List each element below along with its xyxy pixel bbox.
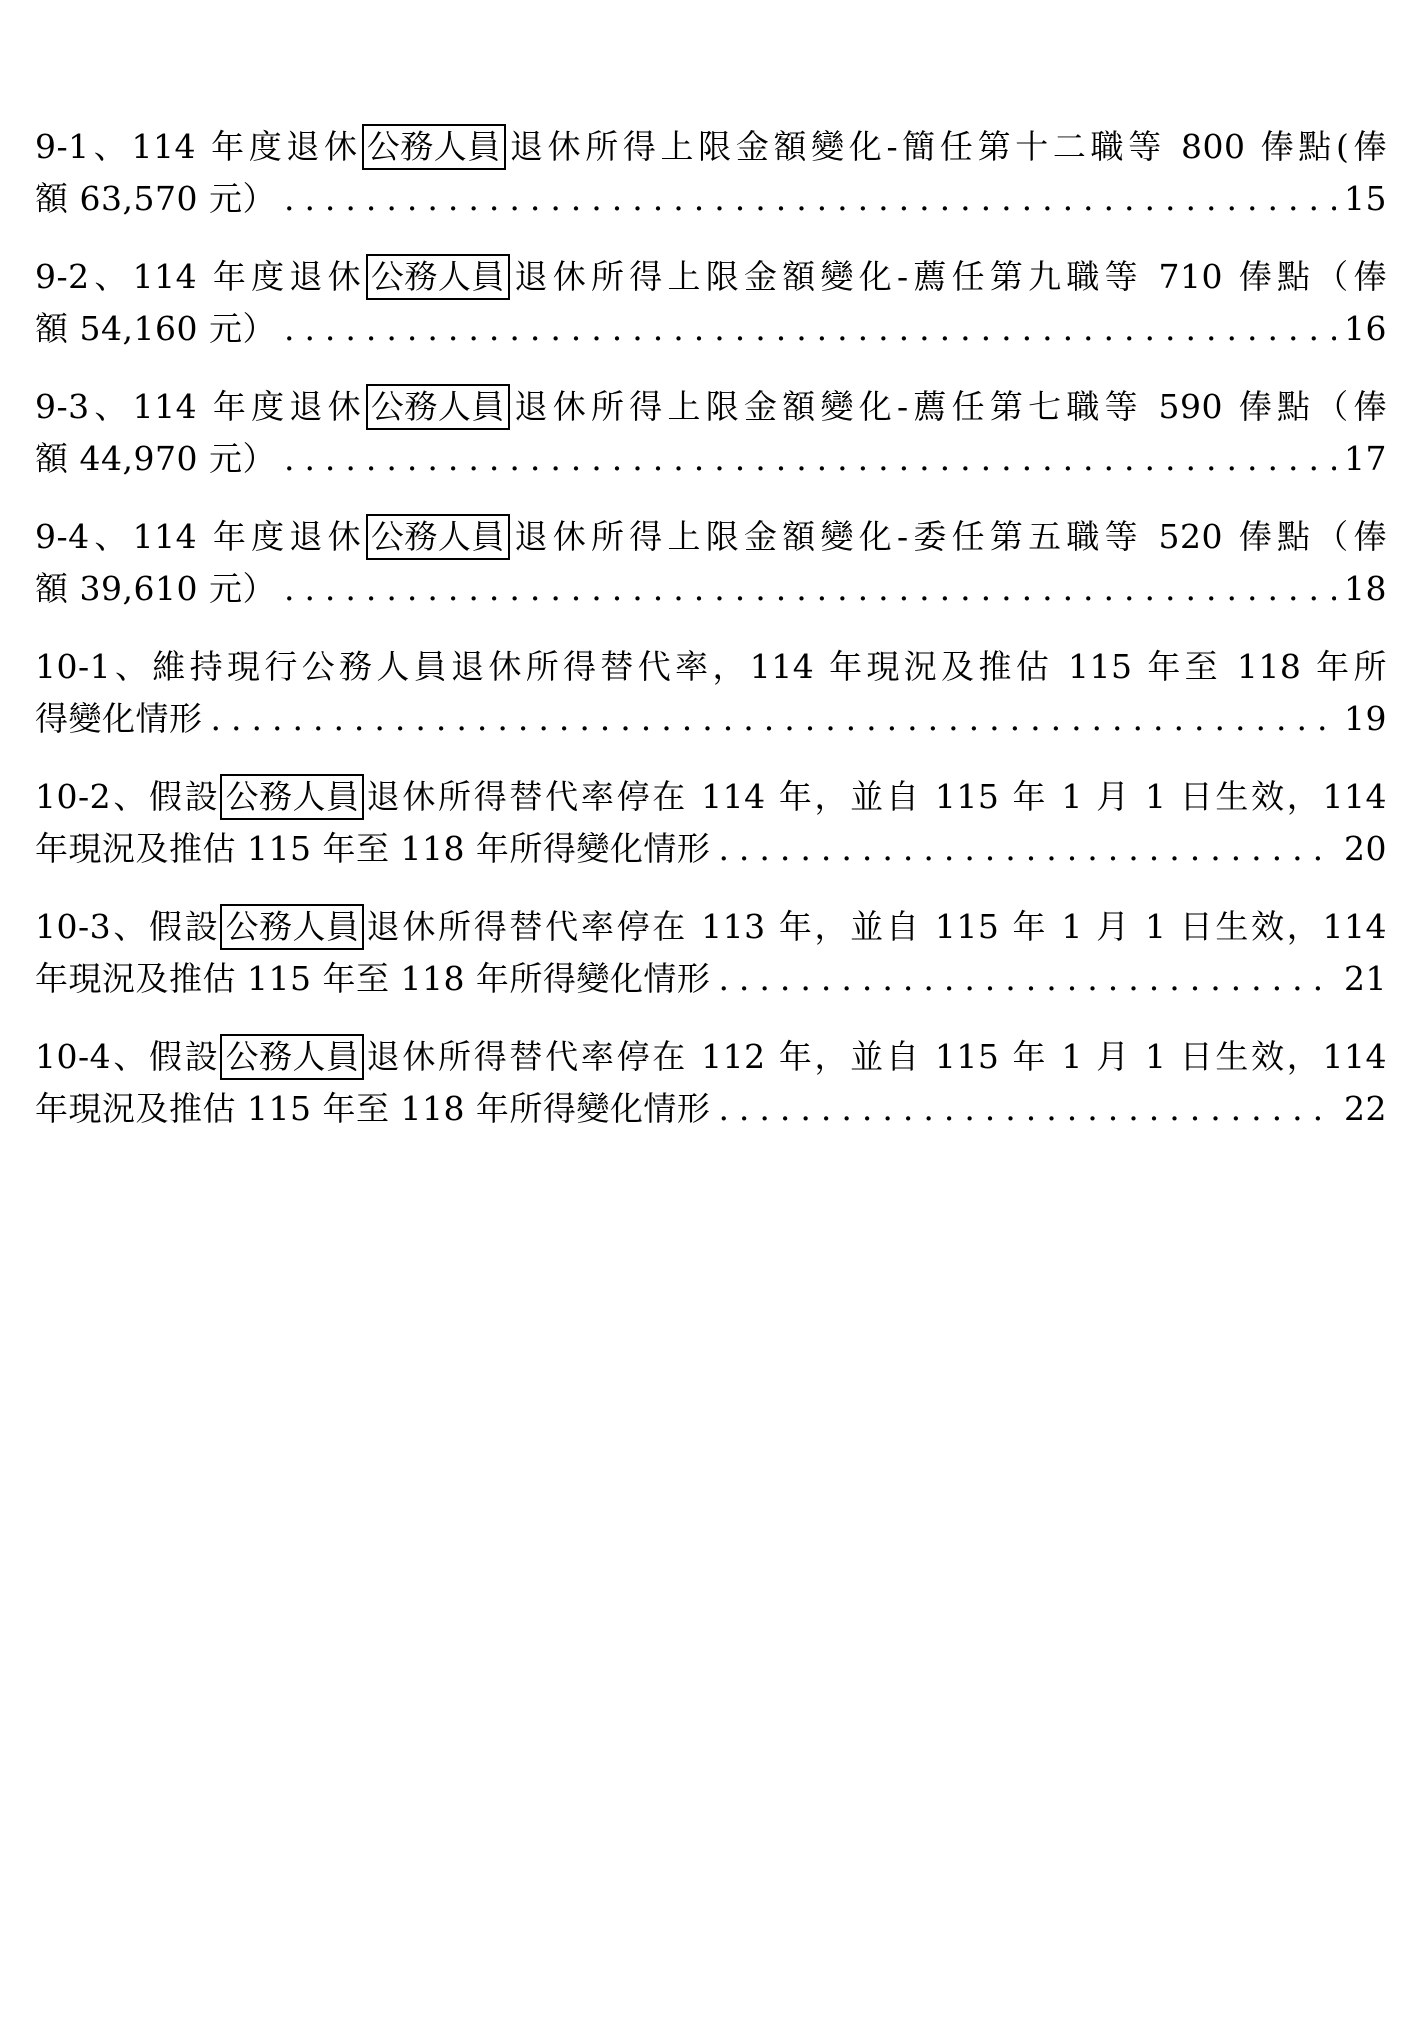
toc-entry-10-1[interactable]	[35, 642, 1387, 744]
title-suffix: 退休所得替代率停在 113 年，並自 115 年 1 月 1 日生效，114	[364, 907, 1387, 946]
toc-entry-continuation	[35, 564, 1387, 614]
highlighted-term: 公務人員	[362, 124, 506, 170]
dot-leader	[284, 564, 1336, 614]
title-prefix: 9-1、114 年度退休	[35, 127, 362, 166]
title-continuation: 年現況及推估 115 年至 118 年所得變化情形	[35, 1089, 711, 1128]
toc-entry-10-4[interactable]	[35, 1032, 1387, 1134]
title-suffix: 退休所得替代率停在 114 年，並自 115 年 1 月 1 日生效，114	[364, 777, 1387, 816]
toc-entry-10-3[interactable]	[35, 902, 1387, 1004]
highlighted-term: 公務人員	[366, 384, 510, 430]
highlighted-term: 公務人員	[366, 254, 510, 300]
page-number[interactable]: 19	[1344, 699, 1387, 738]
page-number[interactable]: 21	[1344, 959, 1387, 998]
highlighted-term: 公務人員	[366, 514, 510, 560]
toc-entry-title	[35, 772, 1387, 822]
toc-entry-title	[35, 382, 1387, 432]
title-suffix: 退休所得上限金額變化-薦任第七職等 590 俸點（俸	[509, 387, 1387, 426]
title-continuation: 額 44,970 元）	[35, 439, 276, 478]
toc-entry-title	[35, 512, 1387, 562]
toc-entry-continuation	[35, 1084, 1387, 1134]
page-number[interactable]: 17	[1344, 439, 1387, 478]
toc-entry-title	[35, 902, 1387, 952]
title-prefix: 10-4、假設	[35, 1037, 221, 1076]
dot-leader	[284, 304, 1336, 354]
dot-leader	[284, 174, 1336, 224]
toc-entry-9-3[interactable]	[35, 382, 1387, 484]
page-number[interactable]: 16	[1344, 309, 1387, 348]
highlighted-term: 公務人員	[220, 904, 364, 950]
title-continuation: 額 54,160 元）	[35, 309, 276, 348]
title-prefix: 9-2、114 年度退休	[35, 257, 366, 296]
title-prefix: 10-3、假設	[35, 907, 221, 946]
highlighted-term: 公務人員	[220, 1034, 364, 1080]
title-suffix: 退休所得上限金額變化-薦任第九職等 710 俸點（俸	[509, 257, 1387, 296]
toc-entry-9-1[interactable]	[35, 122, 1387, 224]
highlighted-term: 公務人員	[220, 774, 364, 820]
title-continuation: 得變化情形	[35, 699, 203, 738]
toc-entry-continuation	[35, 434, 1387, 484]
title-prefix: 9-3、114 年度退休	[35, 387, 366, 426]
toc-entry-continuation	[35, 174, 1387, 224]
title-continuation: 額 63,570 元）	[35, 179, 276, 218]
dot-leader	[211, 694, 1337, 744]
title-suffix: 退休所得替代率停在 112 年，並自 115 年 1 月 1 日生效，114	[364, 1037, 1387, 1076]
toc-entry-continuation	[35, 694, 1387, 744]
table-of-contents	[35, 122, 1387, 1162]
title-continuation: 年現況及推估 115 年至 118 年所得變化情形	[35, 959, 711, 998]
dot-leader	[718, 1084, 1336, 1134]
title-suffix: 退休所得上限金額變化-簡任第十二職等 800 俸點(俸	[505, 127, 1387, 166]
toc-entry-continuation	[35, 954, 1387, 1004]
page-number[interactable]: 15	[1344, 179, 1387, 218]
page-number[interactable]: 18	[1344, 569, 1387, 608]
dot-leader	[718, 824, 1336, 874]
dot-leader	[284, 434, 1336, 484]
toc-entry-title	[35, 1032, 1387, 1082]
toc-entry-9-2[interactable]	[35, 252, 1387, 354]
title-continuation: 額 39,610 元）	[35, 569, 276, 608]
title-suffix: 退休所得上限金額變化-委任第五職等 520 俸點（俸	[509, 517, 1387, 556]
toc-entry-continuation	[35, 304, 1387, 354]
toc-entry-title	[35, 642, 1387, 692]
page-number[interactable]: 20	[1344, 829, 1387, 868]
toc-entry-9-4[interactable]	[35, 512, 1387, 614]
page-number[interactable]: 22	[1344, 1089, 1387, 1128]
toc-entry-title	[35, 122, 1387, 172]
toc-entry-10-2[interactable]	[35, 772, 1387, 874]
title-prefix: 9-4、114 年度退休	[35, 517, 366, 556]
title-prefix: 10-2、假設	[35, 777, 221, 816]
title-prefix: 10-1、維持現行公務人員退休所得替代率，114 年現況及推估 115 年至 118 年所	[35, 647, 1387, 686]
title-continuation: 年現況及推估 115 年至 118 年所得變化情形	[35, 829, 711, 868]
dot-leader	[718, 954, 1336, 1004]
toc-entry-continuation	[35, 824, 1387, 874]
toc-entry-title	[35, 252, 1387, 302]
